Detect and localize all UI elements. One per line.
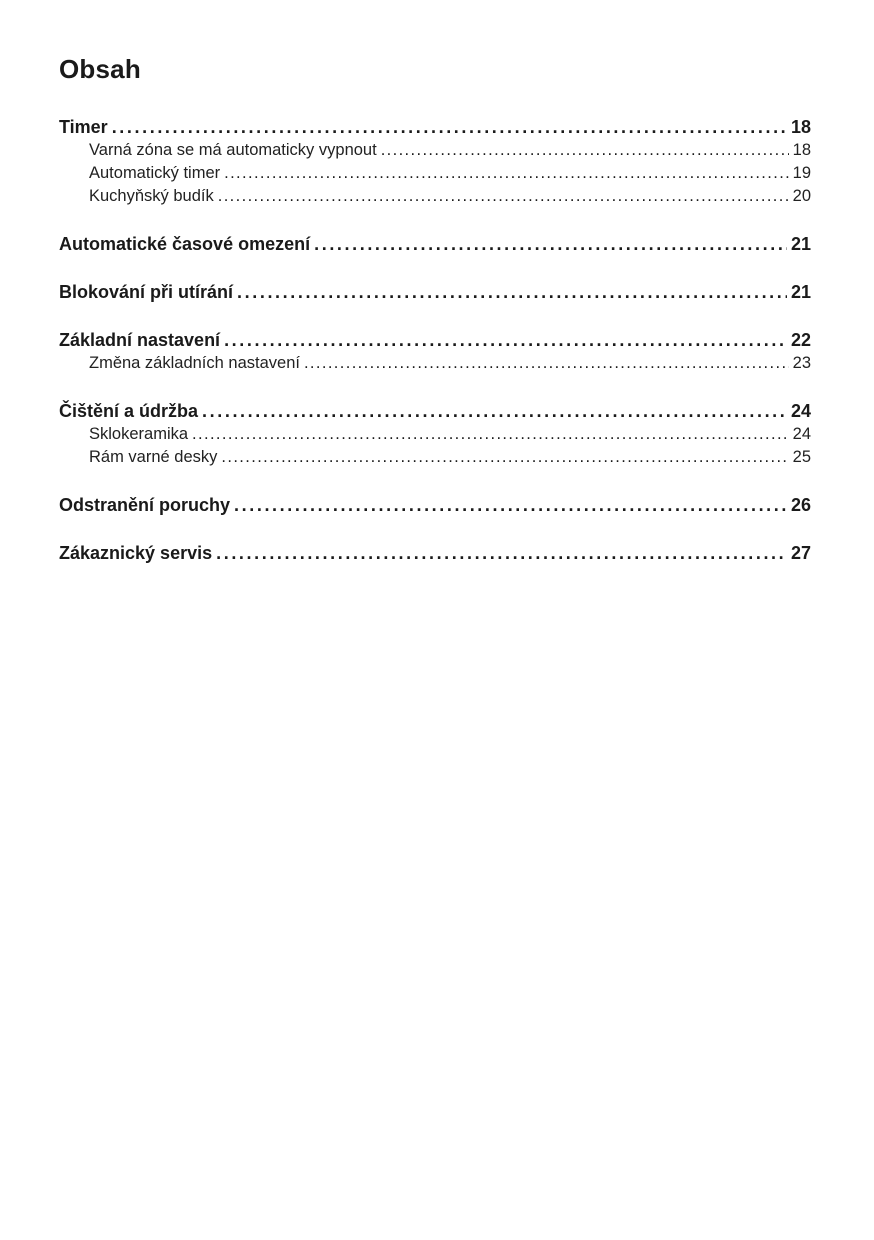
toc-subentry-label: Rám varné desky: [89, 448, 218, 466]
toc-subentry-page: 25: [792, 448, 811, 466]
toc-subentry-change-settings[interactable]: [59, 352, 811, 375]
toc-entry-page: 22: [790, 330, 811, 350]
toc-leader-dots: [234, 493, 787, 517]
toc-entry-customer-service[interactable]: [59, 541, 811, 565]
document-page: [59, 52, 811, 589]
toc-leader-dots: [202, 399, 787, 423]
toc-leader-dots: [381, 139, 789, 162]
toc-entry-label: Odstranění poruchy: [59, 495, 231, 515]
toc-subentry-auto-timer[interactable]: [59, 162, 811, 185]
toc-entry-label: Základní nastavení: [59, 330, 221, 350]
toc-leader-dots: [221, 446, 788, 469]
toc-entry-label: Automatické časové omezení: [59, 234, 311, 254]
toc-section-wipe-lock: [59, 280, 811, 304]
toc-entry-wipe-lock[interactable]: [59, 280, 811, 304]
toc-leader-dots: [314, 232, 787, 256]
toc-section-auto-time-limit: [59, 232, 811, 256]
toc-entry-page: 27: [790, 543, 811, 563]
toc-leader-dots: [304, 352, 789, 375]
toc-entry-label: Čištění a údržba: [59, 401, 199, 421]
toc-entry-page: 26: [790, 495, 811, 515]
toc-subentry-glass-ceramic[interactable]: [59, 423, 811, 446]
toc-leader-dots: [224, 162, 789, 185]
toc-entry-cleaning[interactable]: [59, 399, 811, 423]
toc-subentry-page: 19: [792, 164, 811, 182]
toc-subentry-label: Sklokeramika: [89, 425, 189, 443]
toc-entry-page: 18: [790, 117, 811, 137]
toc-subentry-label: Varná zóna se má automaticky vypnout: [89, 141, 377, 159]
toc-leader-dots: [112, 115, 787, 139]
toc-section-troubleshooting: [59, 493, 811, 517]
toc-entry-page: 21: [790, 282, 811, 302]
toc-subentry-page: 24: [792, 425, 811, 443]
toc-subentry-label: Automatický timer: [89, 164, 221, 182]
toc-section-timer: [59, 115, 811, 208]
toc-subentry-label: Změna základních nastavení: [89, 354, 300, 372]
toc-entry-label: Timer: [59, 117, 108, 137]
toc-leader-dots: [192, 423, 789, 446]
toc-entry-page: 24: [790, 401, 811, 421]
toc-entry-page: 21: [790, 234, 811, 254]
toc-entry-label: Blokování při utírání: [59, 282, 234, 302]
toc-leader-dots: [237, 280, 787, 304]
toc-subentry-page: 20: [792, 187, 811, 205]
toc-subentry-page: 23: [792, 354, 811, 372]
toc-leader-dots: [224, 328, 787, 352]
toc-entry-auto-time-limit[interactable]: [59, 232, 811, 256]
toc-section-customer-service: [59, 541, 811, 565]
table-of-contents: [59, 115, 811, 565]
toc-subentry-auto-off[interactable]: [59, 139, 811, 162]
toc-entry-label: Zákaznický servis: [59, 543, 213, 563]
toc-subentry-hob-frame[interactable]: [59, 446, 811, 469]
toc-section-basic-settings: [59, 328, 811, 375]
toc-entry-timer[interactable]: [59, 115, 811, 139]
toc-leader-dots: [218, 185, 789, 208]
toc-subentry-label: Kuchyňský budík: [89, 187, 214, 205]
page-title: Obsah: [59, 54, 141, 84]
toc-subentry-page: 18: [792, 141, 811, 159]
toc-section-cleaning: [59, 399, 811, 469]
toc-subentry-kitchen-timer[interactable]: [59, 185, 811, 208]
toc-entry-basic-settings[interactable]: [59, 328, 811, 352]
toc-entry-troubleshooting[interactable]: [59, 493, 811, 517]
toc-leader-dots: [216, 541, 787, 565]
